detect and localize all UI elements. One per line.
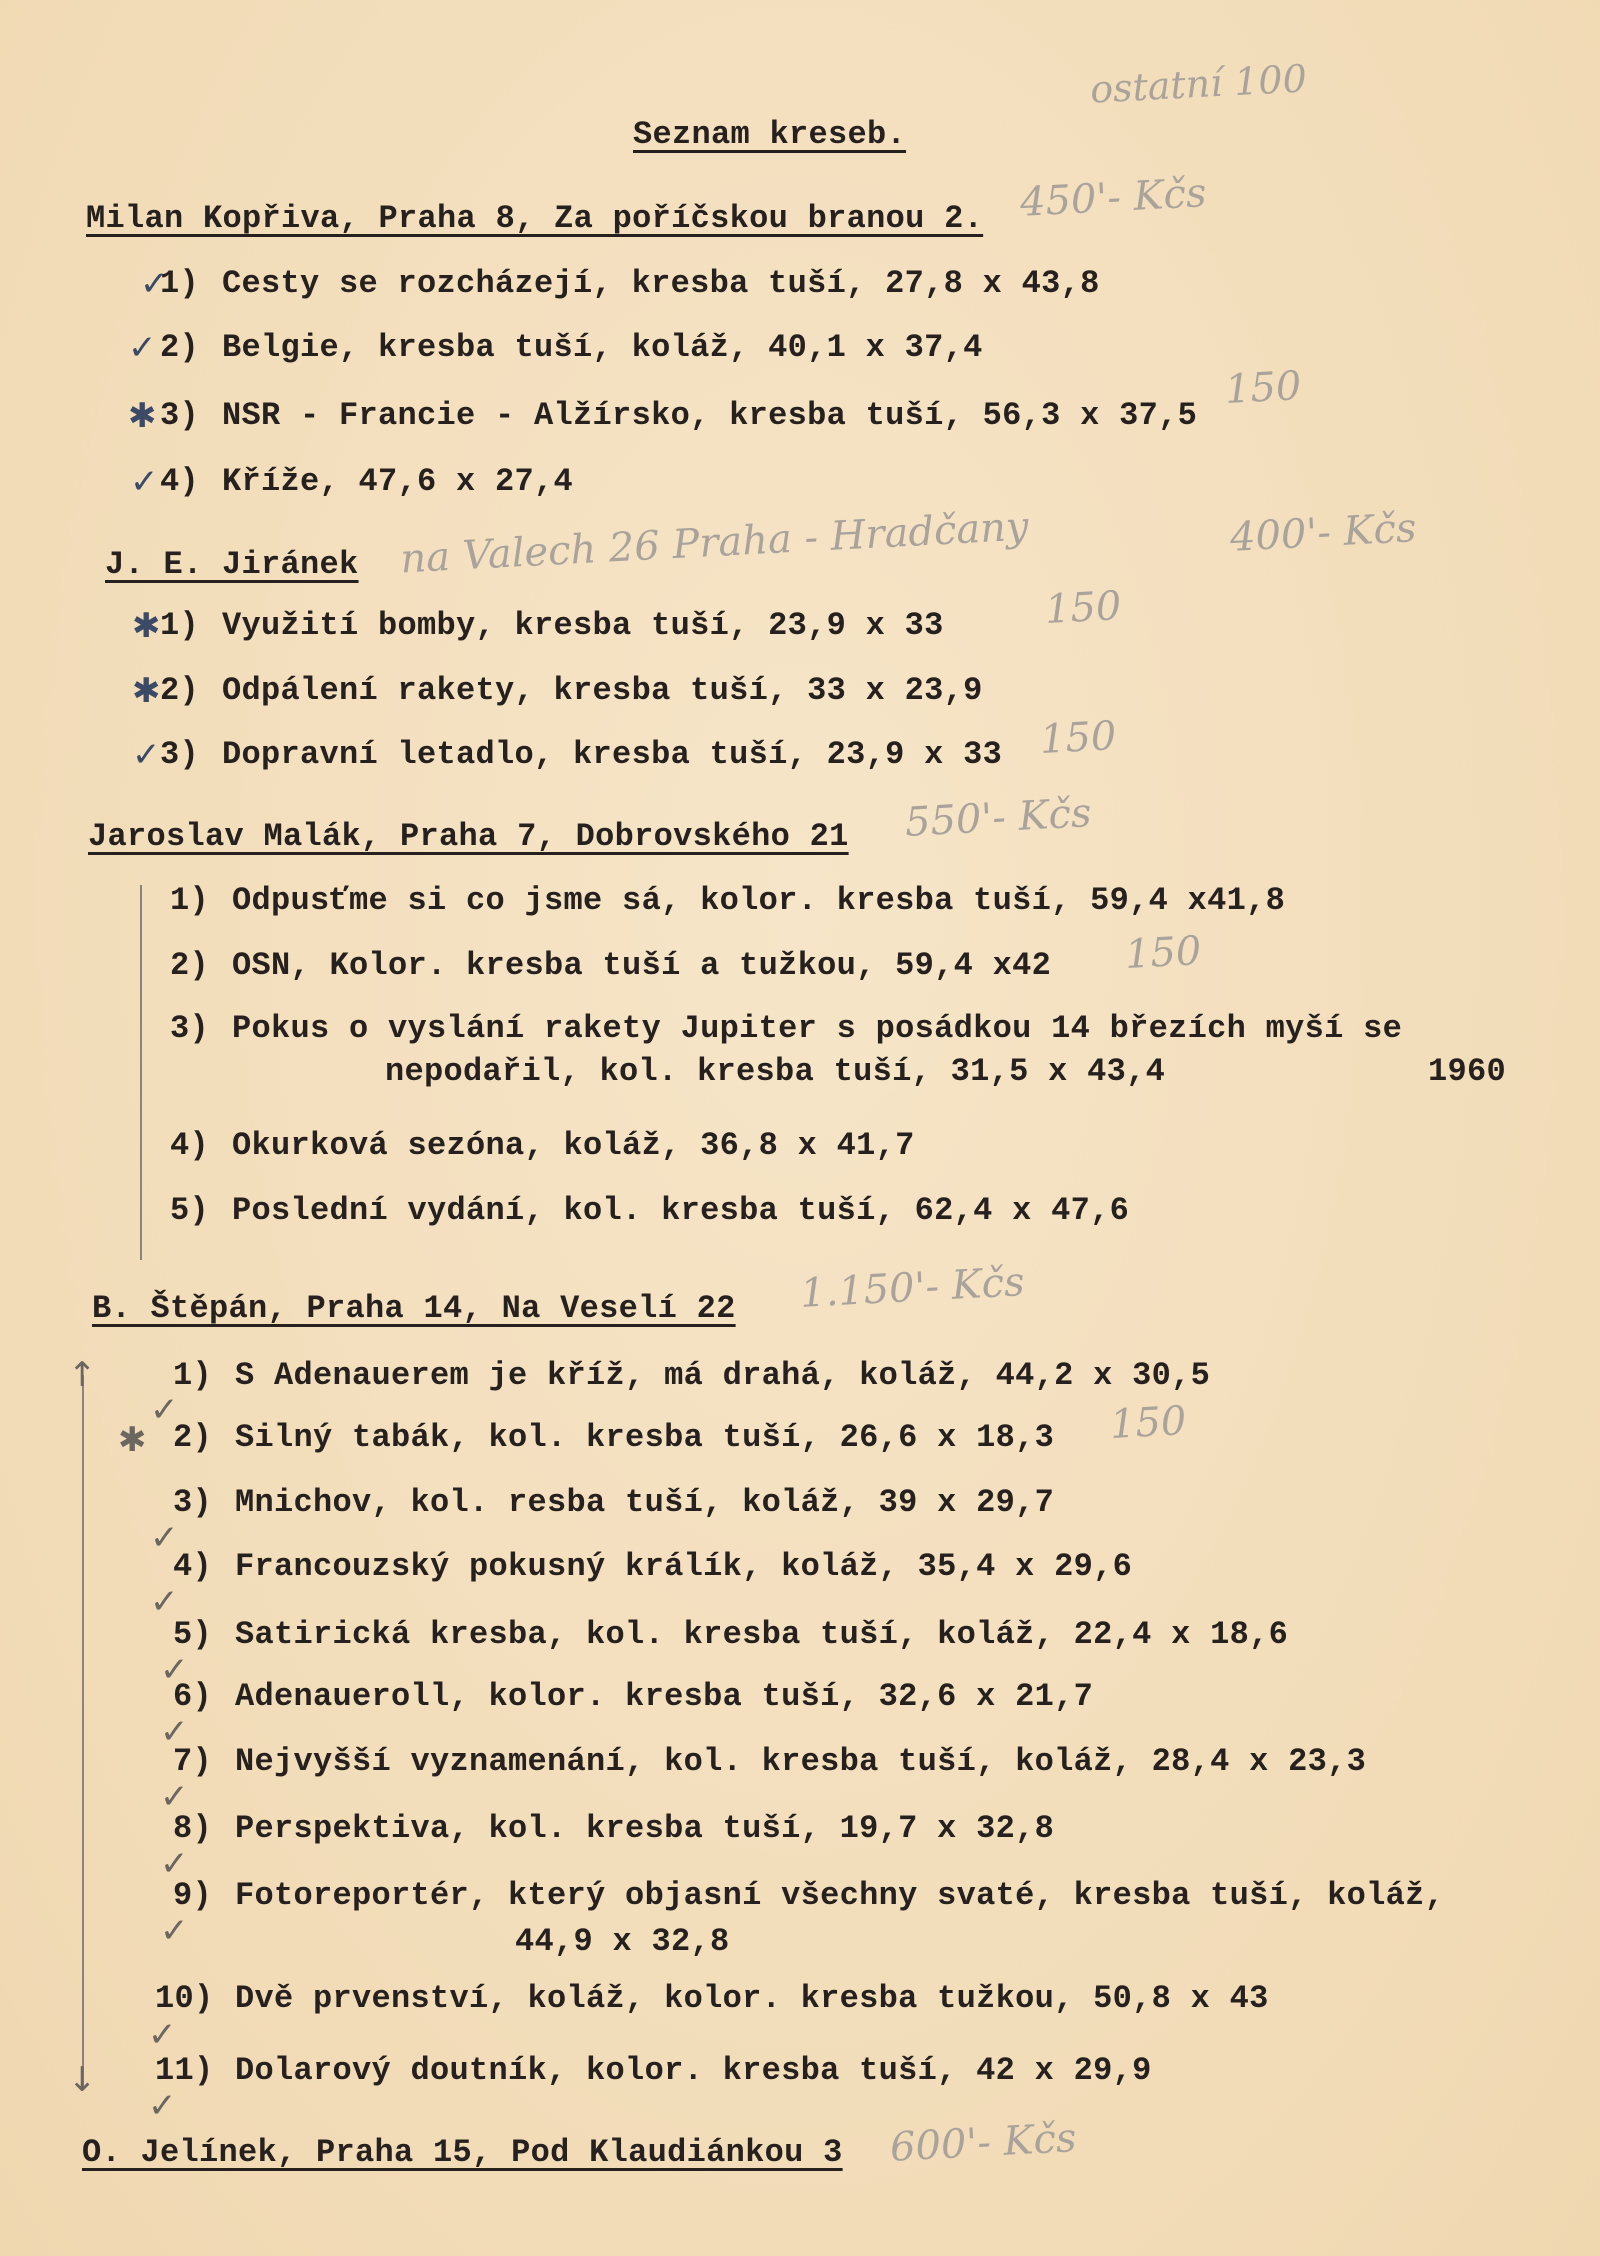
section-header: B. Štěpán, Praha 14, Na Veselí 22: [92, 1290, 736, 1327]
year-note: 1960: [1428, 1053, 1507, 1090]
list-item: 2) Odpálení rakety, kresba tuší, 33 x 23,9: [160, 672, 983, 709]
list-item: 5) Satirická kresba, kol. kresba tuší, koláž, 22,4 x 18,6: [173, 1616, 1289, 1653]
checkmark-icon: ✓: [148, 2015, 177, 2055]
list-item: 3) Mnichov, kol. resba tuší, koláž, 39 x 29,7: [173, 1484, 1055, 1521]
handwritten-address: na Valech 26 Praha - Hradčany: [399, 503, 1030, 583]
list-item: 8) Perspektiva, kol. kresba tuší, 19,7 x 32,8: [173, 1810, 1055, 1847]
list-item: 3) Pokus o vyslání rakety Jupiter s posádkou 14 březích myší se: [170, 1010, 1403, 1047]
list-item: 3) Dopravní letadlo, kresba tuší, 23,9 x 33: [160, 736, 1003, 773]
section-header: Jaroslav Malák, Praha 7, Dobrovského 21: [88, 818, 849, 855]
handwritten-price: 150: [1123, 928, 1203, 978]
list-item: 6) Adenaueroll, kolor. kresba tuší, 32,6 x 21,7: [173, 1678, 1094, 1715]
arrow-up-icon: ↑: [68, 1355, 97, 1395]
pencil-bracket-line: [140, 885, 142, 1260]
section-header: O. Jelínek, Praha 15, Pod Klaudiánkou 3: [82, 2134, 843, 2171]
checkmark-icon: ✓: [130, 462, 159, 502]
checkmark-icon: ✓: [160, 1712, 189, 1752]
handwritten-note: ostatní 100: [1088, 56, 1308, 112]
list-item: 1) Využití bomby, kresba tuší, 23,9 x 33: [160, 607, 944, 644]
list-item: 10) Dvě prvenství, koláž, kolor. kresba tužkou, 50,8 x 43: [155, 1980, 1269, 2017]
list-item: 5) Poslední vydání, kol. kresba tuší, 62,4 x 47,6: [170, 1192, 1130, 1229]
list-item: 4) Francouzský pokusný králík, koláž, 35,4 x 29,6: [173, 1548, 1133, 1585]
checkmark-icon: ✓: [150, 1582, 179, 1622]
handwritten-price: 1.150'- Kčs: [798, 1259, 1026, 1317]
list-item: 2) Silný tabák, kol. kresba tuší, 26,6 x 18,3: [173, 1419, 1055, 1456]
list-item-continuation: nepodařil, kol. kresba tuší, 31,5 x 43,4: [385, 1053, 1166, 1090]
list-item: 1) Odpusťme si co jsme sá, kolor. kresba tuší, 59,4 x41,8: [170, 882, 1286, 919]
handwritten-price: 150: [1038, 713, 1118, 763]
handwritten-price: 600'- Kčs: [888, 2115, 1078, 2171]
pencil-arrow-line: [82, 1375, 84, 2090]
section-header: J. E. Jiránek: [105, 546, 359, 583]
list-item: 1) S Adenauerem je kříž, má drahá, koláž, 44,2 x 30,5: [173, 1357, 1211, 1394]
handwritten-price: 150: [1043, 583, 1123, 633]
handwritten-price: 550'- Kčs: [903, 790, 1093, 846]
handwritten-price: 150: [1223, 363, 1303, 413]
section-header: Milan Kopřiva, Praha 8, Za poříčskou branou 2.: [86, 200, 984, 237]
list-item: 4) Kříže, 47,6 x 27,4: [160, 463, 574, 500]
list-item: 4) Okurková sezóna, koláž, 36,8 x 41,7: [170, 1127, 915, 1164]
handwritten-price: 450'- Kčs: [1018, 170, 1208, 226]
checkmark-icon: ✓: [160, 1650, 189, 1690]
list-item: 2) Belgie, kresba tuší, koláž, 40,1 x 37,4: [160, 329, 983, 366]
checkmark-icon: ✓: [140, 264, 169, 304]
list-item: 11) Dolarový doutník, kolor. kresba tuší, 42 x 29,9: [155, 2052, 1152, 2089]
asterisk-mark-icon: ✱: [128, 396, 157, 436]
asterisk-mark-icon: ✱: [132, 671, 161, 711]
checkmark-icon: ✓: [148, 2086, 177, 2126]
list-item-continuation: 44,9 x 32,8: [515, 1923, 730, 1960]
checkmark-icon: ✓: [160, 1844, 189, 1884]
list-item: 3) NSR - Francie - Alžírsko, kresba tuší, 56,3 x 37,5: [160, 397, 1198, 434]
checkmark-icon: ✓: [132, 735, 161, 775]
document-title: Seznam kreseb.: [633, 116, 907, 153]
asterisk-mark-icon: ✱: [118, 1420, 147, 1460]
arrow-down-icon: ↓: [68, 2060, 97, 2100]
checkmark-icon: ✓: [150, 1518, 179, 1558]
list-item: 2) OSN, Kolor. kresba tuší a tužkou, 59,4 x42: [170, 947, 1052, 984]
handwritten-price: 150: [1108, 1398, 1188, 1448]
list-item: 9) Fotoreportér, který objasní všechny svaté, kresba tuší, koláž,: [173, 1877, 1445, 1914]
list-item: 1) Cesty se rozcházejí, kresba tuší, 27,8 x 43,8: [160, 265, 1100, 302]
handwritten-price: 400'- Kčs: [1228, 505, 1418, 561]
list-item: 7) Nejvyšší vyznamenání, kol. kresba tuší, koláž, 28,4 x 23,3: [173, 1743, 1367, 1780]
checkmark-icon: ✓: [150, 1390, 179, 1430]
checkmark-icon: ✓: [128, 328, 157, 368]
checkmark-icon: ✓: [160, 1777, 189, 1817]
asterisk-mark-icon: ✱: [132, 606, 161, 646]
checkmark-icon: ✓: [160, 1911, 189, 1951]
